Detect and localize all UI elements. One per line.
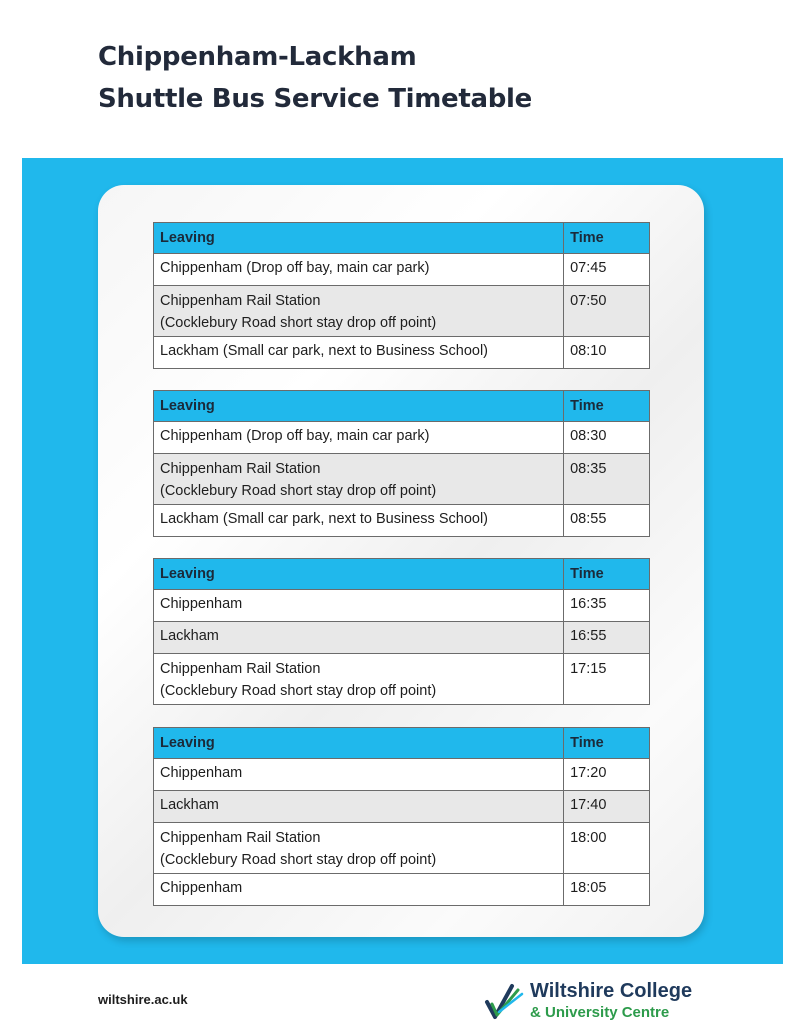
- time-cell: 18:00: [564, 823, 650, 874]
- timetable-afternoon-1: [153, 558, 650, 705]
- time-cell: 17:15: [564, 654, 650, 705]
- logo-name: Wiltshire College: [530, 980, 693, 1002]
- time-cell: 08:30: [564, 422, 650, 454]
- stop-name: Chippenham: [160, 596, 243, 612]
- time-header: Time: [564, 391, 650, 422]
- stop-cell: [154, 286, 564, 337]
- timetable-afternoon-2: [153, 727, 650, 906]
- college-logo: [484, 980, 714, 1024]
- stop-name: Lackham (Small car park, next to Business School): [160, 511, 488, 527]
- time-cell: 17:40: [564, 791, 650, 823]
- time-cell: 08:10: [564, 337, 650, 369]
- stop-cell: [154, 590, 564, 622]
- table-row: [154, 791, 650, 823]
- stop-detail: (Cocklebury Road short stay drop off point): [160, 683, 437, 699]
- table-row: [154, 759, 650, 791]
- table-row: [154, 823, 650, 874]
- stop-name: Chippenham: [160, 880, 243, 896]
- time-cell: 07:50: [564, 286, 650, 337]
- stop-cell: [154, 622, 564, 654]
- time-cell: 08:35: [564, 454, 650, 505]
- stop-cell: [154, 454, 564, 505]
- table-row: [154, 286, 650, 337]
- stop-detail: (Cocklebury Road short stay drop off point): [160, 483, 437, 499]
- stop-cell: [154, 654, 564, 705]
- time-cell: 18:05: [564, 874, 650, 906]
- leaving-header: Leaving: [154, 559, 564, 590]
- checkmark-swoosh-icon: [484, 982, 526, 1022]
- timetable-morning-1: [153, 222, 650, 369]
- leaving-header: Leaving: [154, 391, 564, 422]
- time-header: Time: [564, 559, 650, 590]
- stop-cell: [154, 874, 564, 906]
- time-cell: 07:45: [564, 254, 650, 286]
- stop-name: Chippenham (Drop off bay, main car park): [160, 260, 430, 276]
- stop-detail: (Cocklebury Road short stay drop off point): [160, 315, 437, 331]
- stop-cell: [154, 422, 564, 454]
- table-row: [154, 505, 650, 537]
- time-cell: 16:55: [564, 622, 650, 654]
- stop-name: Lackham: [160, 628, 219, 644]
- stop-cell: [154, 254, 564, 286]
- table-row: [154, 874, 650, 906]
- stop-name: Chippenham Rail Station: [160, 830, 321, 846]
- stop-detail: (Cocklebury Road short stay drop off point): [160, 852, 437, 868]
- stop-name: Lackham: [160, 797, 219, 813]
- table-row: [154, 454, 650, 505]
- stop-name: Chippenham Rail Station: [160, 661, 321, 677]
- stop-name: Chippenham Rail Station: [160, 293, 321, 309]
- stop-cell: [154, 337, 564, 369]
- leaving-header: Leaving: [154, 223, 564, 254]
- website-link[interactable]: wiltshire.ac.uk: [98, 992, 188, 1007]
- title-line-2: Shuttle Bus Service Timetable: [98, 84, 532, 114]
- time-cell: 16:35: [564, 590, 650, 622]
- stop-cell: [154, 791, 564, 823]
- stop-name: Chippenham: [160, 765, 243, 781]
- table-row: [154, 337, 650, 369]
- title-line-1: Chippenham-Lackham: [98, 42, 417, 72]
- logo-subtitle: & University Centre: [530, 1004, 670, 1021]
- leaving-header: Leaving: [154, 728, 564, 759]
- stop-cell: [154, 823, 564, 874]
- stop-name: Lackham (Small car park, next to Business School): [160, 343, 488, 359]
- time-cell: 17:20: [564, 759, 650, 791]
- table-row: [154, 422, 650, 454]
- time-cell: 08:55: [564, 505, 650, 537]
- timetable-morning-2: [153, 390, 650, 537]
- table-row: [154, 622, 650, 654]
- stop-cell: [154, 505, 564, 537]
- time-header: Time: [564, 728, 650, 759]
- stop-name: Chippenham (Drop off bay, main car park): [160, 428, 430, 444]
- table-row: [154, 654, 650, 705]
- table-row: [154, 254, 650, 286]
- page-title: [98, 36, 532, 120]
- stop-cell: [154, 759, 564, 791]
- time-header: Time: [564, 223, 650, 254]
- stop-name: Chippenham Rail Station: [160, 461, 321, 477]
- table-row: [154, 590, 650, 622]
